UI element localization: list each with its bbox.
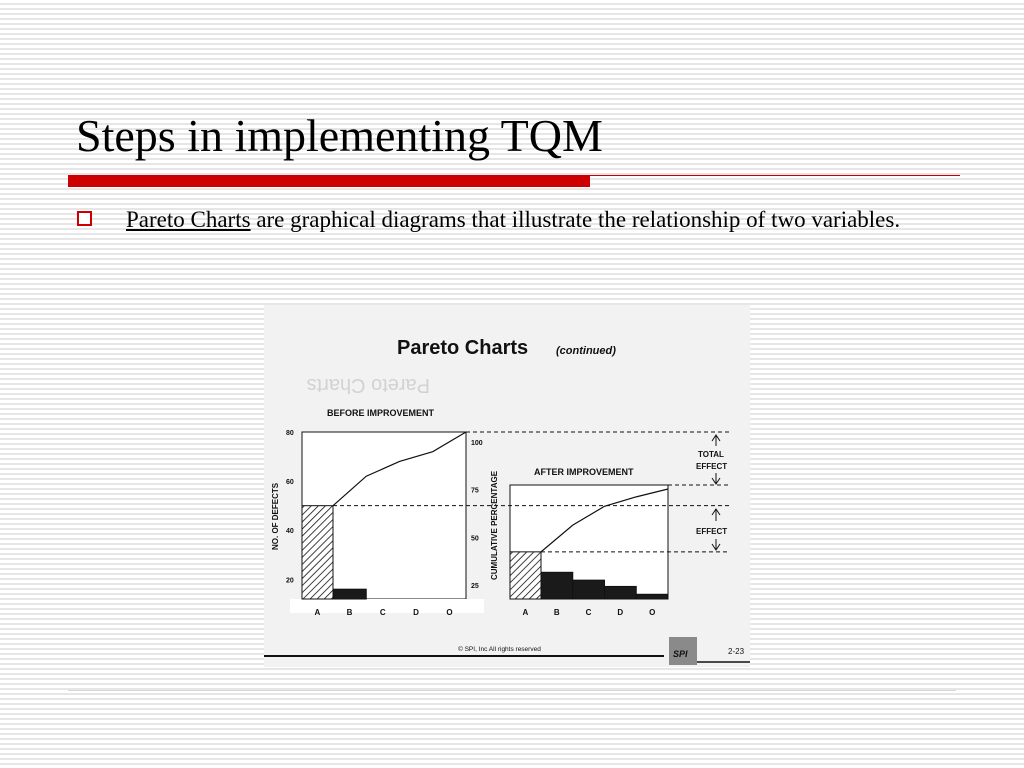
x-tick-label: C (585, 608, 592, 617)
spi-badge-text: SPI (673, 649, 688, 659)
bullet-term: Pareto Charts (126, 207, 251, 232)
x-tick-label: O (446, 608, 453, 617)
bar-before (333, 589, 366, 599)
x-tick-label: D (413, 608, 419, 617)
y-axis-label: NO. OF DEFECTS (271, 482, 280, 550)
figure-heading-sub: (continued) (556, 345, 616, 357)
y2-tick-label: 25 (471, 583, 479, 590)
y-tick-label: 20 (286, 577, 294, 585)
y2-axis-label: CUMULATIVE PERCENTAGE (490, 470, 499, 580)
bleed-through-text: Pareto Charts (306, 374, 430, 396)
pareto-figure-svg (264, 305, 750, 667)
figure-page-number: 2-23 (728, 647, 745, 656)
y2-tick-label: 75 (471, 487, 479, 495)
x-tick-label: B (553, 608, 560, 617)
x-tick-label: C (379, 608, 386, 617)
title-accent-bar (68, 175, 590, 187)
bullet-text (126, 203, 946, 236)
effect-label: EFFECT (696, 527, 728, 536)
x-tick-label: A (314, 608, 321, 617)
total-effect-label-1: TOTAL (698, 450, 724, 459)
bar-before (302, 506, 333, 599)
x-tick-label: O (649, 608, 656, 617)
total-effect-label-2: EFFECT (696, 462, 728, 471)
chart-title-before: BEFORE IMPROVEMENT (327, 408, 435, 418)
bar-after (541, 572, 573, 599)
x-tick-label: A (522, 608, 529, 617)
bullet-body: are graphical diagrams that illustrate the relationship of two variables. (250, 207, 901, 232)
slide-footer-line (68, 690, 956, 691)
title-accent-line (590, 175, 960, 176)
bar-after (510, 552, 541, 599)
bar-after (636, 594, 668, 599)
y-tick-label: 40 (286, 528, 294, 536)
bar-after (573, 580, 605, 599)
figure-heading: Pareto Charts (397, 337, 529, 359)
pareto-figure (264, 305, 750, 667)
y2-tick-label: 100 (471, 440, 483, 447)
x-tick-label: D (617, 608, 624, 617)
chart-title-after: AFTER IMPROVEMENT (534, 467, 634, 477)
y-tick-label: 60 (286, 479, 294, 487)
slide-title: Steps in implementing TQM (76, 110, 603, 161)
y2-tick-label: 50 (471, 535, 479, 543)
bar-after (605, 586, 637, 599)
figure-copyright: © SPI, Inc All rights reserved (458, 646, 541, 653)
x-tick-label: B (346, 608, 353, 617)
bullet-square-icon (77, 211, 92, 226)
y-tick-label: 80 (286, 430, 294, 437)
